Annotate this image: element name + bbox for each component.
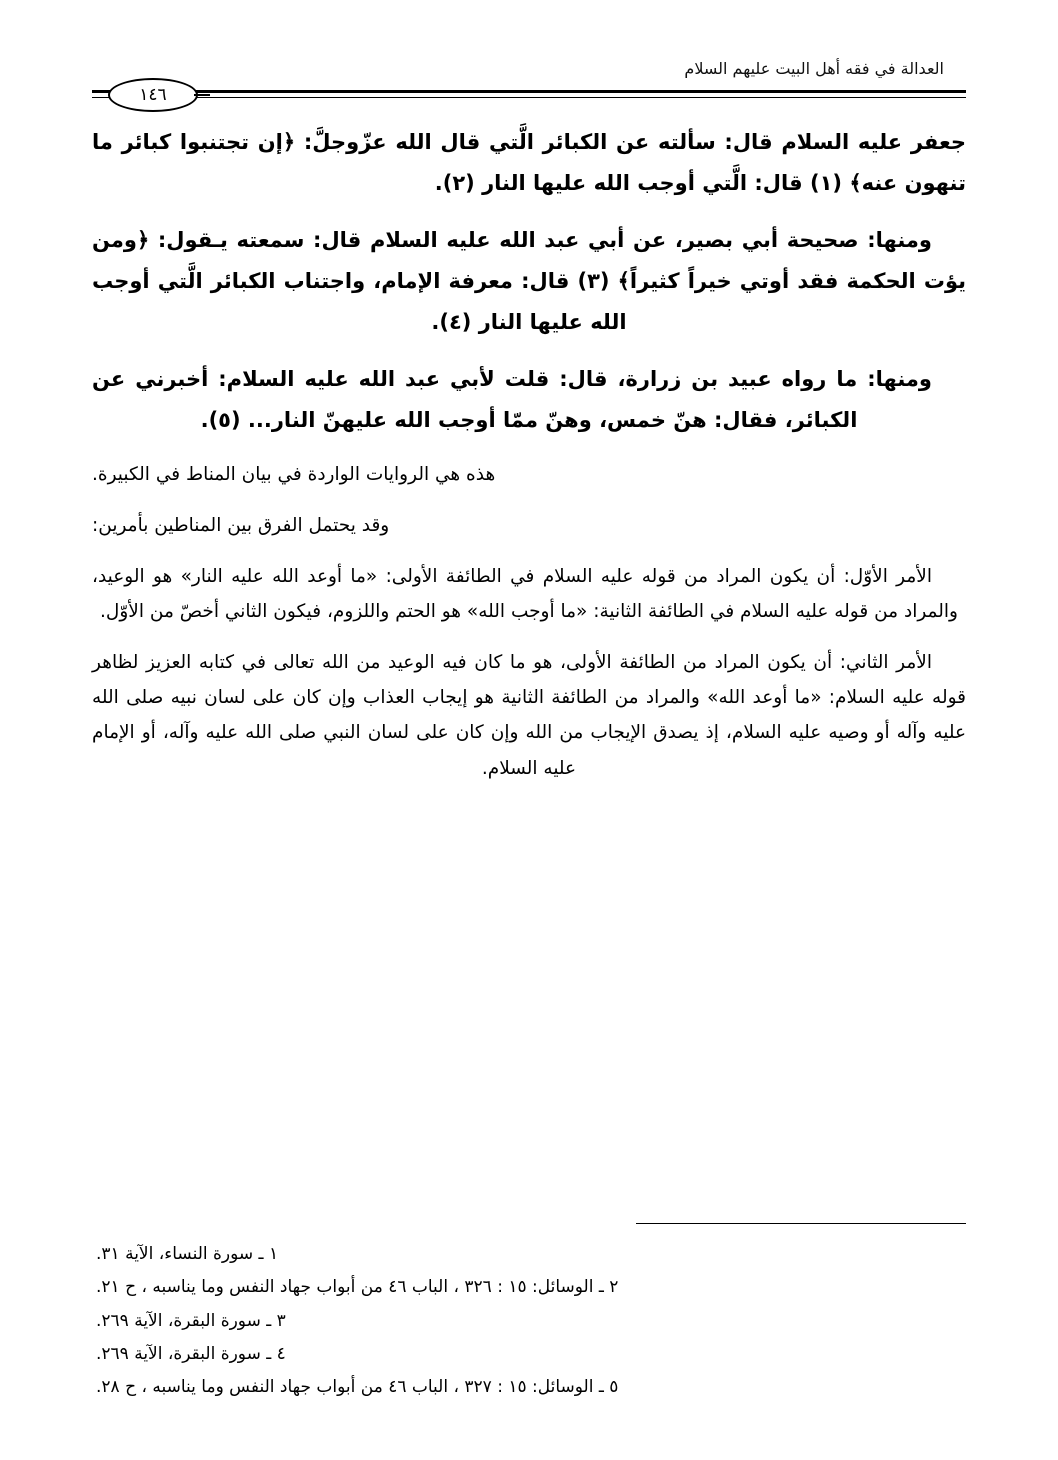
footnote-item: ٤ ـ سورة البقرة، الآية ٢٦٩. xyxy=(96,1343,286,1364)
paragraph-4: هذه هي الروايات الواردة في بيان المناط في الكبيرة. xyxy=(92,463,496,485)
footnote-item: ١ ـ سورة النساء، الآية ٣١. xyxy=(96,1244,279,1265)
book-title: العدالة في فقه أهل البيت عليهم السلام xyxy=(684,59,944,78)
header-rule-thick xyxy=(92,90,966,93)
paragraph-5: وقد يحتمل الفرق بين المناطين بأمرين: xyxy=(92,514,390,536)
page-body xyxy=(92,106,966,1223)
header-rule xyxy=(92,80,966,106)
paragraph-1: جعفر عليه السلام قال: سألته عن الكبائر الَّتي قال الله عزّوجلَّ: ﴿إن تجتنبوا كبائر ما تنهون عنه﴾ (١) قال: الَّتي أوجب الله عليها النار (٢). xyxy=(92,130,966,195)
footnote-item: ٣ ـ سورة البقرة، الآية ٢٦٩. xyxy=(96,1310,286,1331)
footnotes-section xyxy=(92,1223,966,1430)
footnote-item: ٢ ـ الوسائل: ١٥ : ٣٢٦ ، الباب ٤٦ من أبواب جهاد النفس وما يناسبه ، ح ٢١. xyxy=(96,1277,619,1298)
paragraph-7: الأمر الثاني: أن يكون المراد من الطائفة الأولى، هو ما كان فيه الوعيد من الله تعالى في كتابه العزيز لظاهر قوله عليه السلام: «ما أوعد الله» والمراد من الطائفة الثانية هو إيجاب العذاب وإن كان على لسان نبيه صلى الله عليه وآله أو وصيه عليه السلام، إذ يصدق الإيجاب من الله وإن كان على لسان النبي صلى الله عليه وآله، أو الإمام عليه السلام. xyxy=(92,652,966,779)
paragraph-3: ومنها: ما رواه عبيد بن زرارة، قال: قلت لأبي عبد الله عليه السلام: أخبرني عن الكبائر، فقال: هنّ خمس، وهنّ ممّا أوجب الله عليهنّ النار... (٥). xyxy=(92,366,932,432)
footnote-item: ٥ ـ الوسائل: ١٥ : ٣٢٧ ، الباب ٤٦ من أبواب جهاد النفس وما يناسبه ، ح ٢٨. xyxy=(96,1376,619,1397)
header-rule-thin xyxy=(92,97,966,98)
paragraph-6: الأمر الأوّل: أن يكون المراد من قوله عليه السلام في الطائفة الأولى: «ما أوعد الله عليه النار» هو الوعيد، والمراد من قوله عليه السلام في الطائفة الثانية: «ما أوجب الله» هو الحتم واللزوم، فيكون الثاني أخصّ من الأوّل. xyxy=(92,565,958,622)
footnote-list xyxy=(92,1238,966,1404)
footnote-separator xyxy=(636,1223,966,1224)
paragraph-2: ومنها: صحيحة أبي بصير، عن أبي عبد الله عليه السلام قال: سمعته يـقول: ﴿ومن يؤت الحكمة فقد أوتي خيراً كثيراً﴾ (٣) قال: معرفة الإمام، واجتناب الكبائر الَّتي أوجب الله عليها النار (٤). xyxy=(92,227,966,334)
page-number: ١٤٦ xyxy=(108,78,198,112)
page-header xyxy=(92,44,966,78)
